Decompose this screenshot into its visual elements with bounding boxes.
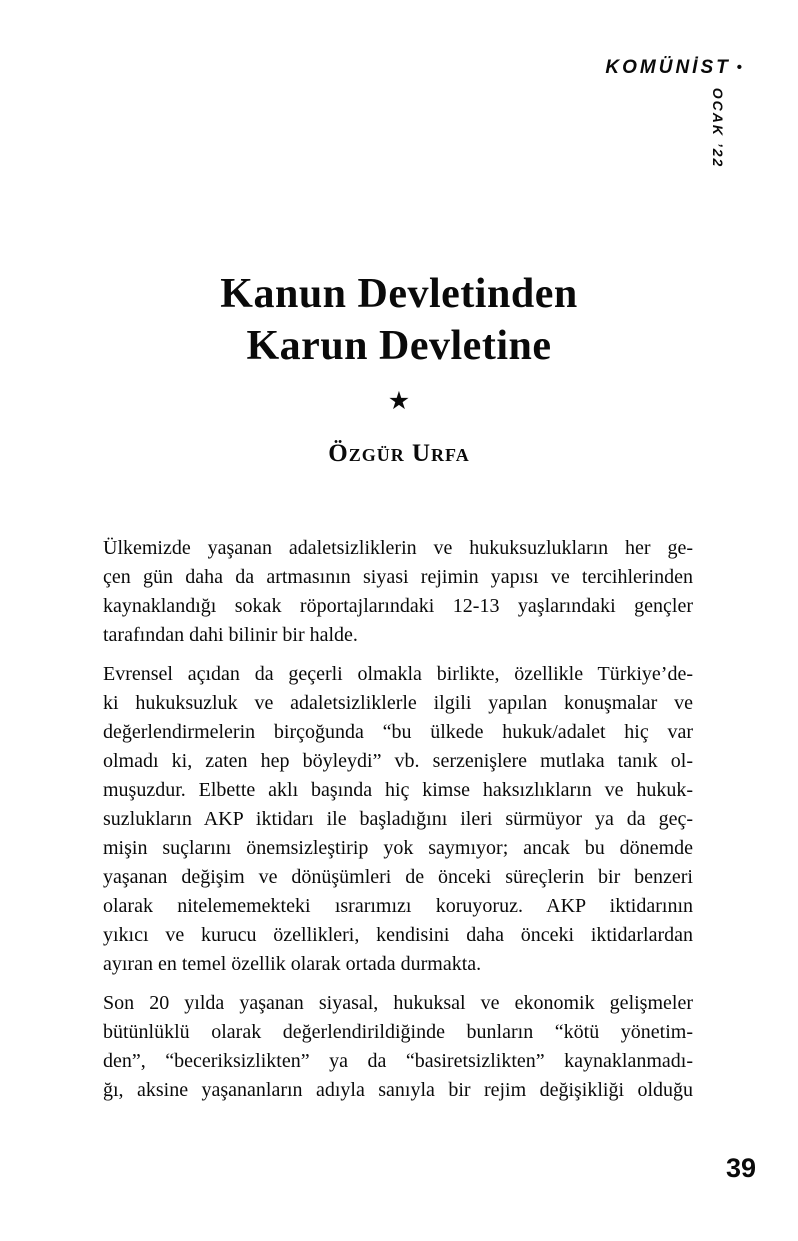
text-line: muşuzdur. Elbette aklı başında hiç kimse haksızlıkların ve hukuk- <box>103 779 693 801</box>
text-line: ki hukuksuzluk ve adaletsizliklerle ilgili yapılan konuşmalar ve <box>103 692 693 714</box>
paragraph <box>103 989 693 1105</box>
article-body <box>103 534 693 1115</box>
article-title-line-2: Karun Devletine <box>246 323 552 369</box>
paragraph <box>103 660 693 979</box>
text-line: kaynaklandığı sokak röportajlarındaki 12-13 yaşlarındaki gençler <box>103 595 693 617</box>
text-line: Evrensel açıdan da geçerli olmakla birlikte, özellikle Türkiye’de- <box>103 663 693 685</box>
text-line: yıkıcı ve kurucu özellikleri, kendisini daha önceki iktidarlardan <box>103 924 693 946</box>
article-title <box>0 268 798 372</box>
page-number: 39 <box>725 1153 756 1183</box>
text-line: çen gün daha da artmasının siyasi rejimin yapısı ve tercihlerinden <box>103 566 693 588</box>
masthead <box>605 57 742 79</box>
text-line: yaşanan değişim ve dönüşümleri de önceki süreçlerin bir benzeri <box>103 866 693 888</box>
text-line: ayıran en temel özellik olarak ortada durmakta. <box>103 953 482 975</box>
star-divider-icon: ★ <box>387 388 411 415</box>
text-line: Ülkemizde yaşanan adaletsizliklerin ve hukuksuzlukların her ge- <box>103 537 693 559</box>
text-line: den”, “beceriksizlikten” ya da “basiretsizlikten” kaynaklanmadı- <box>103 1050 693 1072</box>
text-line: tarafından dahi bilinir bir halde. <box>103 624 358 646</box>
bullet-icon: • <box>736 59 742 76</box>
author-name: Özgür Urfa <box>328 440 470 467</box>
text-line: ğı, aksine yaşananların adıyla sanıyla bir rejim değişikliği olduğu <box>103 1079 693 1101</box>
text-line: bütünlüklü olarak değerlendirildiğinde bunların “kötü yönetim- <box>103 1021 693 1043</box>
paragraph <box>103 534 693 650</box>
text-line: olmadı ki, zaten hep böyleydi” vb. serzenişlere mutlaka tanık ol- <box>103 750 693 772</box>
magazine-title: KOMÜNİST <box>605 57 731 78</box>
text-line: mişin suçlarını önemsizleştirip yok saymıyor; ancak bu dönemde <box>103 837 693 859</box>
issue-date-vertical: OCAK ’22 <box>710 87 726 169</box>
text-line: Son 20 yılda yaşanan siyasal, hukuksal ve ekonomik gelişmeler <box>103 992 693 1014</box>
article-title-line-1: Kanun Devletinden <box>220 271 578 317</box>
text-line: suzlukların AKP iktidarı ile başladığını ileri sürmüyor ya da geç- <box>103 808 693 830</box>
text-line: olarak nitelememekteki ısrarımızı koruyoruz. AKP iktidarının <box>103 895 693 917</box>
text-line: değerlendirmelerin birçoğunda “bu ülkede hukuk/adalet hiç var <box>103 721 693 743</box>
